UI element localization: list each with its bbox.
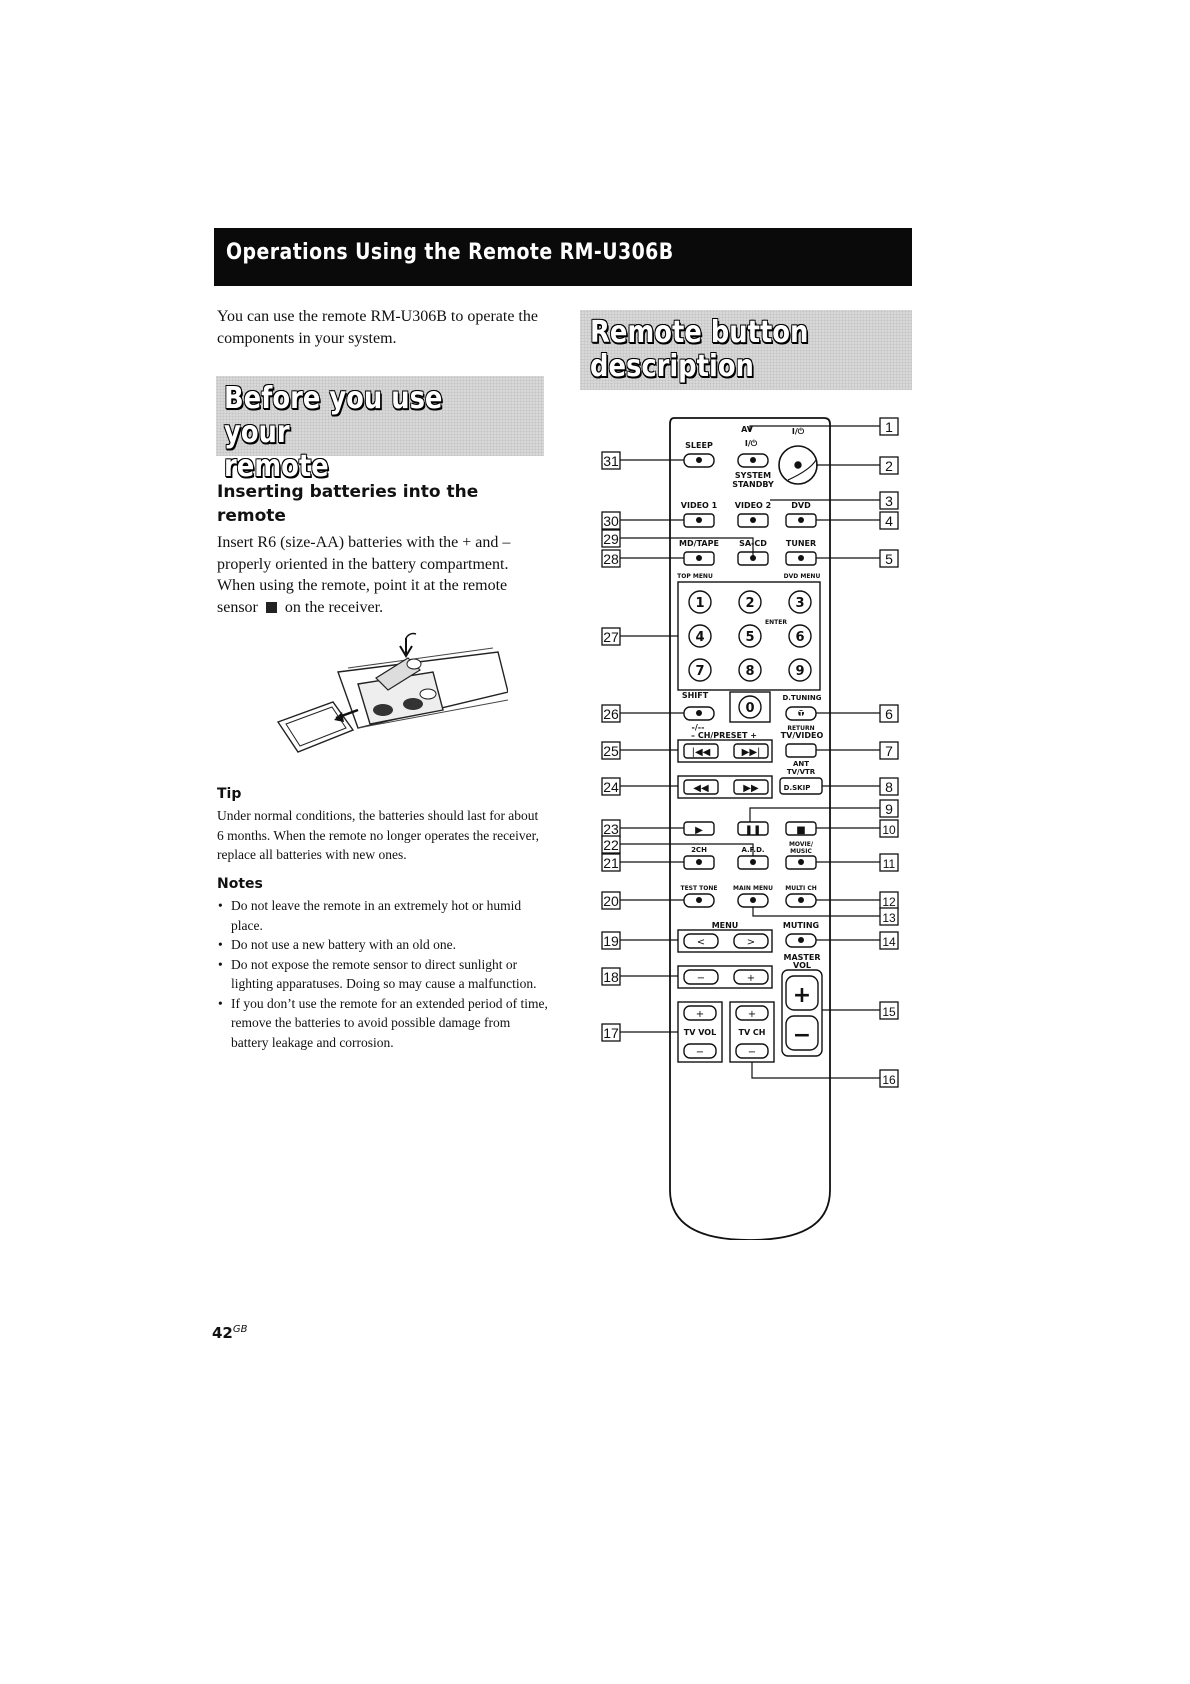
svg-text:▶▶|: ▶▶| bbox=[741, 747, 761, 758]
key-4-label: 4 bbox=[695, 630, 705, 645]
svg-text:+: + bbox=[792, 983, 812, 1008]
callout-15: 15 bbox=[882, 1005, 896, 1019]
svg-text:❚❚: ❚❚ bbox=[744, 825, 762, 836]
inserting-batteries-heading: Inserting batteries into the remote bbox=[217, 482, 479, 526]
label-movie: MOVIE/ bbox=[788, 841, 814, 848]
svg-text:▶▶: ▶▶ bbox=[743, 783, 759, 794]
svg-text:+: + bbox=[695, 1009, 705, 1020]
label-main-menu: MAIN MENU bbox=[733, 885, 773, 892]
svg-text:+: + bbox=[747, 1009, 757, 1020]
key-1-label: 1 bbox=[695, 596, 705, 611]
note-item: • If you don’t use the remote for an extended period of time, remove the batteries to avoid possible damage from battery leakage and corrosion. bbox=[217, 994, 549, 1053]
section-header-bar bbox=[214, 228, 912, 286]
callout-5: 5 bbox=[885, 551, 893, 567]
label-video2: VIDEO 2 bbox=[734, 501, 772, 510]
label-tuner: TUNER bbox=[785, 539, 817, 548]
svg-text:+: + bbox=[746, 973, 756, 984]
label-dtuning: D.TUNING bbox=[782, 694, 822, 702]
callout-18: 18 bbox=[603, 969, 619, 985]
before-heading-line1: Before you use your bbox=[224, 381, 443, 450]
callout-14: 14 bbox=[882, 935, 896, 949]
label-standby: STANDBY bbox=[732, 480, 774, 489]
callout-4: 4 bbox=[885, 513, 893, 529]
svg-text:|◀◀: |◀◀ bbox=[691, 747, 711, 758]
callout-27: 27 bbox=[603, 629, 619, 645]
callout-11: 11 bbox=[882, 857, 896, 871]
callout-28: 28 bbox=[603, 551, 619, 567]
callout-2: 2 bbox=[885, 458, 893, 474]
body-text-pre: Insert R6 (size-AA) batteries with the + and – properly oriented in the battery compartment. When using the remote, point it at the remote sensor bbox=[217, 534, 511, 616]
inserting-batteries-body bbox=[217, 532, 537, 618]
before-heading bbox=[224, 382, 499, 484]
callout-30: 30 bbox=[603, 513, 619, 529]
callout-9: 9 bbox=[885, 801, 893, 817]
label-music: MUSIC bbox=[790, 848, 812, 855]
callout-13: 13 bbox=[882, 911, 896, 925]
label-multi-ch: MULTI CH bbox=[785, 885, 817, 892]
tip-heading: Tip bbox=[217, 786, 242, 802]
callout-10: 10 bbox=[882, 823, 896, 837]
label-ant: ANT bbox=[792, 760, 810, 768]
key-3-label: 3 bbox=[795, 596, 805, 611]
callout-3: 3 bbox=[885, 493, 893, 509]
remote-heading bbox=[590, 316, 808, 384]
before-heading-box bbox=[216, 376, 544, 484]
remote-sensor-icon bbox=[266, 602, 277, 613]
remote-heading-line2: description bbox=[590, 349, 754, 384]
key-5-label: 5 bbox=[745, 630, 755, 645]
remote-heading-box bbox=[580, 310, 912, 390]
callout-26: 26 bbox=[603, 706, 619, 722]
note-item: • Do not use a new battery with an old one. bbox=[217, 935, 549, 955]
callout-23: 23 bbox=[603, 821, 619, 837]
label-dvd: DVD bbox=[791, 501, 811, 510]
callout-31: 31 bbox=[603, 453, 619, 469]
callout-7: 7 bbox=[885, 743, 893, 759]
label-muting: MUTING bbox=[782, 921, 820, 930]
svg-text:◀◀: ◀◀ bbox=[693, 783, 709, 794]
callout-1: 1 bbox=[885, 419, 893, 435]
label-vol: VOL bbox=[793, 961, 811, 970]
label-menu: MENU bbox=[711, 921, 739, 930]
callout-22: 22 bbox=[603, 837, 619, 853]
label-dash: -/-- bbox=[691, 723, 705, 732]
label-afd: A.F.D. bbox=[741, 846, 765, 854]
label-dskip: D.SKIP bbox=[783, 784, 811, 792]
callout-6: 6 bbox=[885, 706, 893, 722]
label-sacd: SA-CD bbox=[739, 539, 767, 548]
notes-heading: Notes bbox=[217, 876, 263, 892]
callout-29: 29 bbox=[603, 531, 619, 547]
label-2ch: 2CH bbox=[691, 846, 707, 854]
note-item: • Do not leave the remote in an extremely hot or humid place. bbox=[217, 896, 549, 935]
label-dvd-menu: DVD MENU bbox=[783, 573, 821, 580]
page-number bbox=[212, 1324, 247, 1342]
label-chpreset: – CH/PRESET + bbox=[691, 731, 757, 740]
key-7-label: 7 bbox=[695, 664, 705, 679]
page-number-suffix: GB bbox=[232, 1324, 248, 1335]
key-0-label: 0 bbox=[745, 701, 755, 716]
tip-text: Under normal conditions, the batteries should last for about 6 months. When the remote no longer operates the receiver, replace all batteries with new ones. bbox=[217, 808, 539, 862]
svg-text:>: > bbox=[746, 937, 756, 948]
callout-20: 20 bbox=[603, 893, 619, 909]
label-tv-ch: TV CH bbox=[738, 1028, 766, 1037]
remote-diagram bbox=[590, 410, 910, 1240]
svg-text:−: − bbox=[695, 1047, 705, 1058]
label-tv-vol: TV VOL bbox=[683, 1028, 717, 1037]
callout-16: 16 bbox=[882, 1073, 896, 1087]
label-system-power: I/⏻ bbox=[791, 427, 805, 436]
page-number-value: 42 bbox=[212, 1324, 233, 1342]
battery-illustration bbox=[258, 632, 508, 762]
callout-8: 8 bbox=[885, 779, 893, 795]
label-test-tone: TEST TONE bbox=[680, 885, 718, 892]
tvvideo-button bbox=[786, 744, 816, 757]
label-system: SYSTEM bbox=[734, 471, 772, 480]
label-master: MASTER bbox=[783, 953, 821, 962]
callout-17: 17 bbox=[603, 1025, 619, 1041]
svg-text:<: < bbox=[696, 937, 706, 948]
body-text-post: on the receiver. bbox=[284, 598, 384, 616]
label-av: AV bbox=[741, 425, 753, 434]
label-sleep: SLEEP bbox=[685, 441, 713, 450]
note-item: • Do not expose the remote sensor to direct sunlight or lighting apparatuses. Doing so may cause a malfunction. bbox=[217, 955, 549, 994]
label-shift: SHIFT bbox=[681, 691, 709, 700]
callout-12: 12 bbox=[882, 895, 896, 909]
key-2-label: 2 bbox=[745, 596, 755, 611]
callout-24: 24 bbox=[603, 779, 619, 795]
key-6-label: 6 bbox=[795, 630, 805, 645]
intro-paragraph: You can use the remote RM-U306B to operate the components in your system. bbox=[217, 308, 538, 347]
callout-21: 21 bbox=[603, 855, 619, 871]
svg-text:−: − bbox=[792, 1023, 812, 1048]
label-mdtape: MD/TAPE bbox=[679, 539, 719, 548]
label-tvvtr: TV/VTR bbox=[786, 768, 816, 776]
label-enter-small: ENTER bbox=[765, 619, 787, 626]
key-8-label: 8 bbox=[745, 664, 755, 679]
label-video1: VIDEO 1 bbox=[680, 501, 718, 510]
label-av-power: I/⏻ bbox=[744, 439, 758, 448]
notes-list bbox=[217, 896, 549, 1052]
svg-text:−: − bbox=[747, 1047, 757, 1058]
callout-19: 19 bbox=[603, 933, 619, 949]
label-tvvideo: TV/VIDEO bbox=[780, 731, 824, 740]
section-title: Operations Using the Remote RM-U306B bbox=[226, 240, 674, 265]
label-top-menu: TOP MENU bbox=[677, 573, 713, 580]
remote-heading-line1: Remote button bbox=[590, 315, 809, 350]
label-enter: ENTER bbox=[788, 710, 814, 718]
label-return: RETURN bbox=[787, 725, 815, 732]
key-9-label: 9 bbox=[795, 664, 805, 679]
callout-25: 25 bbox=[603, 743, 619, 759]
before-heading-line2: remote bbox=[224, 449, 329, 484]
svg-text:■: ■ bbox=[796, 825, 806, 836]
svg-text:▶: ▶ bbox=[695, 825, 703, 836]
svg-text:−: − bbox=[696, 973, 706, 984]
